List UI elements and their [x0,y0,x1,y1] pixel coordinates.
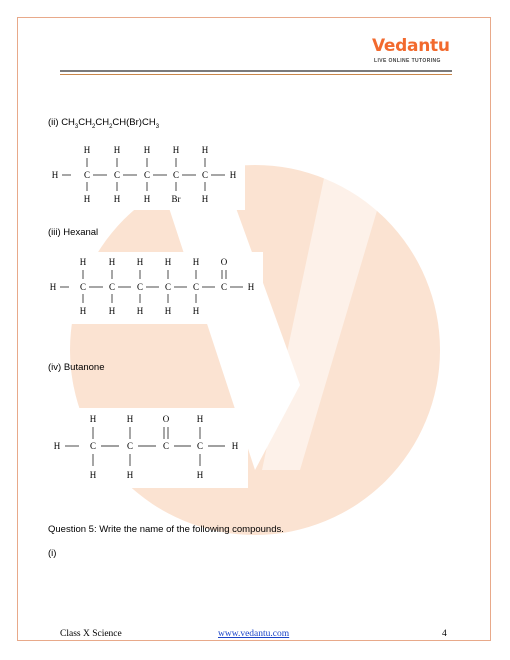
structure-iv [45,408,248,488]
atom: H [108,306,116,316]
atom: H [79,306,87,316]
atom: H [136,306,144,316]
atom: O [220,257,228,267]
atom: C [192,282,200,292]
atom: H [143,145,151,155]
atom: C [201,170,209,180]
atom: H [229,170,237,180]
atom: H [126,470,134,480]
atom: H [192,306,200,316]
vedantu-logo [372,36,462,70]
atom: H [196,414,204,424]
header-rule-accent [60,74,452,75]
atom: H [49,282,57,292]
header-rule [60,70,452,72]
footer-website-link[interactable]: www.vedantu.com [218,629,290,639]
structure-ii-bottom-row [84,194,209,204]
logo-wordmark: Vedantu [372,36,450,56]
atom: H [83,194,91,204]
atom: C [83,170,91,180]
structure-iii [45,252,263,324]
structure-iv-bottom-row [90,470,204,480]
item-ii-label [48,117,159,130]
atom: C [113,170,121,180]
atom: C [172,170,180,180]
atom: O [162,414,170,424]
atom: H [113,194,121,204]
atom: C [89,441,97,451]
atom: H [113,145,121,155]
footer-class-label: Class X Science [60,629,122,639]
structure-ii-top-row [84,145,209,155]
atom: C [143,170,151,180]
structure-iii-bonds [60,270,243,303]
atom: H [196,470,204,480]
atom: H [136,257,144,267]
question-5-text: Question 5: Write the name of the following compounds. [48,524,284,535]
page-number: 4 [442,629,447,639]
atom: H [247,282,255,292]
atom: C [136,282,144,292]
atom: H [83,145,91,155]
atom: H [53,441,61,451]
structure-iii-top-row [80,257,228,267]
atom: H [51,170,59,180]
structure-ii-main-row [52,170,237,180]
atom: H [89,470,97,480]
atom: H [126,414,134,424]
atom: C [79,282,87,292]
atom: H [89,414,97,424]
item-iv-label: (iv) Butanone [48,362,105,373]
atom: H [201,145,209,155]
atom: H [231,441,239,451]
atom: C [220,282,228,292]
atom: C [196,441,204,451]
structure-iii-bottom-row [80,306,200,316]
item-iii-label: (iii) Hexanal [48,227,99,238]
atom: H [143,194,151,204]
atom: H [79,257,87,267]
structure-iv-top-row [90,414,204,424]
atom: Br [171,194,181,204]
atom: H [192,257,200,267]
atom: C [164,282,172,292]
atom: H [164,257,172,267]
atom: H [164,306,172,316]
atom: H [108,257,116,267]
atom: H [201,194,209,204]
atom: C [108,282,116,292]
atom: H [172,145,180,155]
structure-ii [45,140,245,210]
atom: C [162,441,170,451]
logo-tagline: LIVE ONLINE TUTORING [374,58,441,64]
question-5-item-i: (i) [48,548,57,559]
item-ii-formula-display: (ii) $CH_3CH_2CH_2CH(Br)CH_3$ [48,117,160,130]
atom: C [126,441,134,451]
